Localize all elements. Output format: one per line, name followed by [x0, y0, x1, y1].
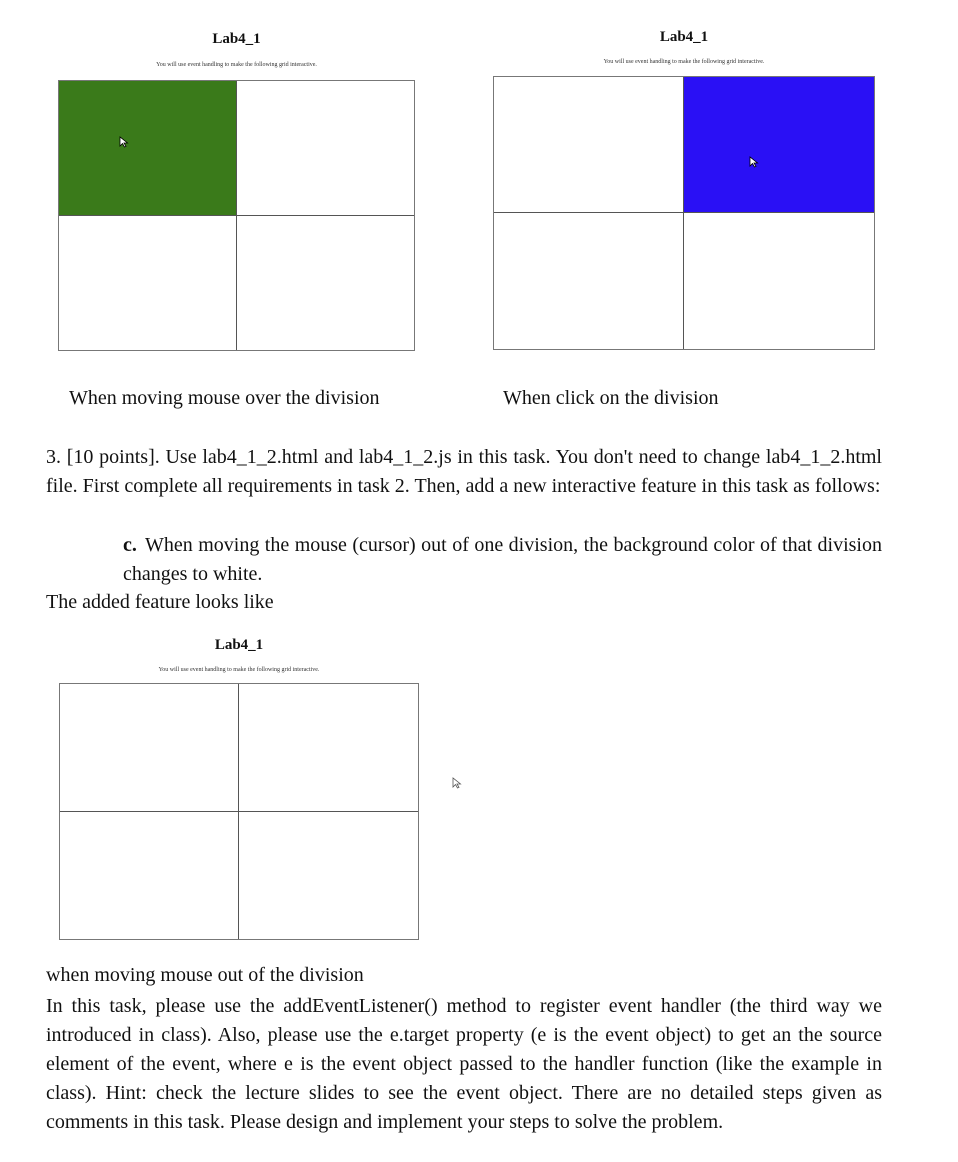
added-feature-text: The added feature looks like [46, 591, 274, 613]
page-title: Lab4_1 [659, 29, 709, 45]
hover-screenshot [58, 28, 415, 352]
hover-caption: When moving mouse over the division [69, 387, 380, 409]
grid-division-bottom-left[interactable] [494, 213, 684, 349]
grid-division-top-left[interactable] [60, 684, 239, 812]
grid-division-bottom-right[interactable] [239, 812, 418, 940]
grid-division-top-left[interactable] [494, 77, 684, 213]
page-title: Lab4_1 [212, 31, 261, 47]
mouse-cursor-icon [452, 777, 462, 789]
task-intro: 3. [10 points]. Use lab4_1_2.html and lab4_1_2.js in this task. You don't need to change lab4_1_2.html file. First complete all requirements in task 2. Then, add a new interactive feature in this task as follows: [46, 446, 882, 497]
out-caption: when moving mouse out of the division [46, 964, 364, 986]
grid [493, 76, 875, 350]
task-item-text: When moving the mouse (cursor) out of one division, the background color of that division changes to white. [123, 534, 882, 585]
page-subtitle: You will use event handling to make the following grid interactive. [158, 667, 320, 673]
grid-division-bottom-right[interactable] [684, 213, 874, 349]
mouse-cursor-icon [119, 136, 129, 148]
grid [59, 683, 419, 940]
page-subtitle: You will use event handling to make the following grid interactive. [603, 59, 765, 65]
click-screenshot [493, 26, 875, 351]
grid [58, 80, 415, 351]
page-subtitle: You will use event handling to make the following grid interactive. [156, 62, 317, 68]
grid-division-top-right[interactable] [237, 81, 415, 216]
out-screenshot [59, 635, 419, 941]
click-caption: When click on the division [503, 387, 719, 409]
grid-division-bottom-left[interactable] [59, 216, 237, 351]
grid-division-bottom-right[interactable] [237, 216, 415, 351]
task-instructions: In this task, please use the addEventListener() method to register event handler (the third way we introduced in class). Also, please use the e.target property (e is the event object) to get an the source element of the event, where e is the event object passed to the handler function (like the example in class). Hint: check the lecture slides to see the event object. There are no detailed steps given as comments in this task. Please design and implement your steps to solve the problem. [46, 995, 882, 1133]
task-item-label: c. [123, 534, 137, 556]
grid-division-top-right[interactable] [239, 684, 418, 812]
grid-division-bottom-left[interactable] [60, 812, 239, 940]
mouse-cursor-icon [749, 156, 759, 168]
grid-division-top-right[interactable] [684, 77, 874, 213]
page-title: Lab4_1 [214, 637, 264, 653]
grid-division-top-left[interactable] [59, 81, 237, 216]
